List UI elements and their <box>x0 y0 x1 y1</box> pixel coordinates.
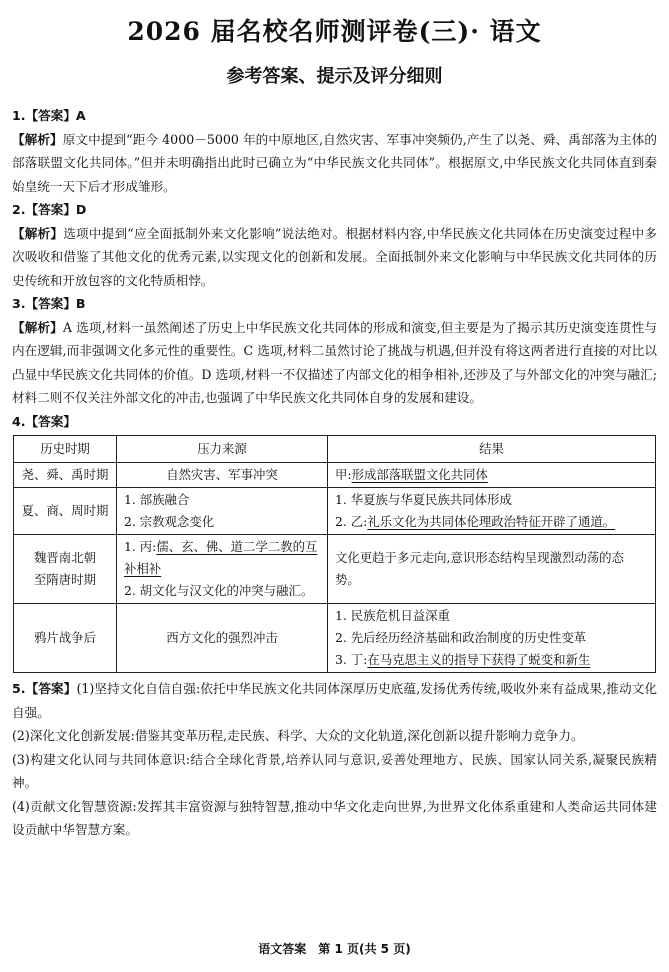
period-line: 魏晋南北朝 <box>34 550 96 565</box>
period-cell: 尧、舜、禹时期 <box>14 463 117 488</box>
table-row <box>14 604 656 673</box>
q1-explanation <box>12 128 657 199</box>
q5-point: (4)贡献文化智慧资源:发挥其丰富资源与独特智慧,推动中华文化走向世界,为世界文化体系重建和人类命运共同体建设贡献中华智慧方案。 <box>12 798 657 837</box>
result-marked-text: 在马克思主义的指导下获得了蜕变和新生 <box>367 652 591 667</box>
result-cell: 文化更趋于多元走向,意识形态结构呈现激烈动荡的态势。 <box>328 535 656 604</box>
pressure-marked-text: 儒、玄、佛、道二学二教的互补相补 <box>124 539 318 576</box>
q2-answer: 2.【答案】D <box>12 202 87 217</box>
result-prefix: 2. 乙: <box>335 514 368 529</box>
q2-explain-text: 选项中提到“应全面抵制外来文化影响”说法绝对。根据材料内容,中华民族文化共同体在历史演变过程中多次吸收和借鉴了其他文化的优秀元素,以实现文化的创新和发展。全面抵制外来文化影响与中华民族文化共同体的历史传统和开放包容的文化特质相悖。 <box>12 225 658 288</box>
period-cell: 鸦片战争后 <box>14 604 117 673</box>
result-line <box>335 511 648 533</box>
q3-explain-text: A 选项,材料一虽然阐述了历史上中华民族文化共同体的形成和演变,但主要是为了揭示其历史演变连贯性与内在逻辑,而非强调文化多元性的重要性。C 选项,材料二虽然讨论了挑战与机遇,但并没有将这两者进行直接的对比以凸显中华民族文化共同体的价值。D 选项,材料一不仅描述了内部文化的相争相补,还涉及了与外部文化的冲突与融汇;材料二则不仅关注外部文化的冲击,也强调了中华民族文化共同体自身的发展和建设。 <box>12 319 658 405</box>
q5-point: (2)深化文化创新发展:借鉴其变革历程,走民族、科学、大众的文化轨道,深化创新以提升影响力竞争力。 <box>12 728 584 743</box>
page-subtitle: 参考答案、提示及评分细则 <box>226 66 443 87</box>
q3-answer: 3.【答案】B <box>12 296 86 311</box>
q1-explain-tag: 【解析】 <box>12 131 63 147</box>
table-header-pressure: 压力来源 <box>117 436 328 463</box>
result-line: 1. 民族危机日益深重 <box>335 608 450 623</box>
pressure-line: 2. 胡文化与汉文化的冲突与融汇。 <box>124 583 314 598</box>
table-row <box>14 488 656 535</box>
q4-answer: 4.【答案】 <box>12 413 76 429</box>
table-header-row <box>14 436 656 463</box>
pressure-prefix: 1. 丙: <box>124 539 157 554</box>
pressure-cell: 西方文化的强烈冲击 <box>117 604 328 673</box>
result-line <box>335 649 648 671</box>
q1-answer: 1.【答案】A <box>12 108 86 123</box>
result-marked-text: 礼乐文化为共同体伦理政治特征开辟了通道。 <box>367 514 616 529</box>
result-prefix: 甲: <box>335 467 352 482</box>
result-line: 2. 先后经历经济基础和政治制度的历史性变革 <box>335 630 587 645</box>
table-row <box>14 535 656 604</box>
q2-explain-tag: 【解析】 <box>12 225 64 241</box>
result-marked-text: 形成部落联盟文化共同体 <box>351 467 488 482</box>
result-cell <box>328 488 656 535</box>
table-header-period: 历史时期 <box>14 436 117 463</box>
pressure-line <box>124 536 320 580</box>
period-line: 至隋唐时期 <box>34 572 96 587</box>
pressure-cell: 自然灾害、军事冲突 <box>117 463 328 488</box>
period-cell: 夏、商、周时期 <box>14 488 117 535</box>
q4-answer-table <box>13 435 656 673</box>
q5-point-text: (1)坚持文化自信自强:依托中华民族文化共同体深厚历史底蕴,发扬优秀传统,吸收外来有益成果,推动文化自强。 <box>12 681 657 720</box>
table-header-result: 结果 <box>328 436 656 463</box>
result-line: 1. 华夏族与华夏民族共同体形成 <box>335 492 512 507</box>
q2-explanation <box>12 222 657 293</box>
q5-point <box>12 677 657 724</box>
q3-explain-tag: 【解析】 <box>12 319 63 335</box>
pressure-cell <box>117 535 328 604</box>
result-cell <box>328 604 656 673</box>
page-footer: 语文答案 第 1 页(共 5 页) <box>258 942 411 956</box>
table-row <box>14 463 656 488</box>
pressure-line: 2. 宗教观念变化 <box>124 514 215 529</box>
period-cell <box>14 535 117 604</box>
page-title: 2026 届名校名师测评卷(三)· 语文 <box>127 17 542 46</box>
pressure-cell <box>117 488 328 535</box>
result-prefix: 3. 丁: <box>335 652 368 667</box>
pressure-line: 1. 部族融合 <box>124 492 190 507</box>
result-cell <box>328 463 656 488</box>
q3-explanation <box>12 316 657 410</box>
q1-explain-text: 原文中提到“距今 4000－5000 年的中原地区,自然灾害、军事冲突频仍,产生了以尧、舜、禹部落为主体的部落联盟文化共同体。”但并未明确指出此时已确立为“中华民族文化共同体”。根据原文,中华民族文化共同体直到秦始皇统一天下后才形成雏形。 <box>12 131 657 194</box>
q5-point: (3)构建文化认同与共同体意识:结合全球化背景,培养认同与意识,妥善处理地方、民族、国家认同关系,凝聚民族精神。 <box>12 751 657 790</box>
answer-content <box>12 104 657 842</box>
q5-answer: 5.【答案】 <box>12 681 77 696</box>
